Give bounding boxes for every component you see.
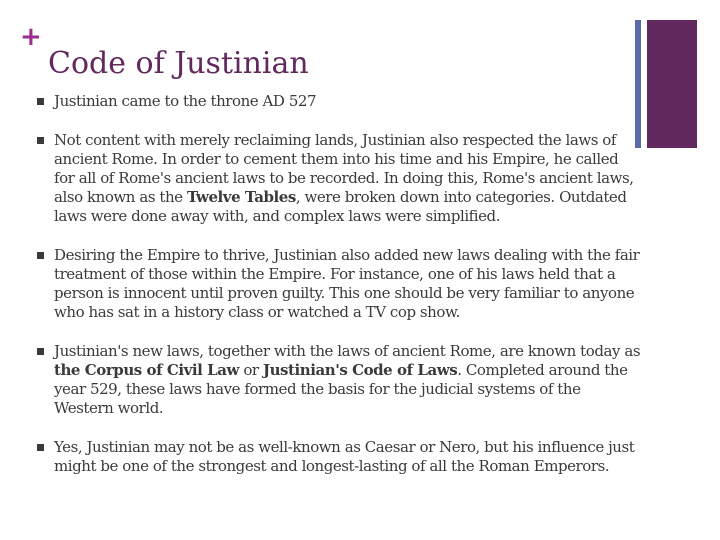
bullet-segment: Not content with merely reclaiming lands, Justinian also respected the laws of ancient Rome. In order to cement them into his time and his Empire, he called for all of Rome's ancient laws to be recorded. In doing this, Rome's ancient laws, also known as the	[54, 131, 634, 206]
bullet-text	[54, 342, 640, 417]
square-bullet-icon	[37, 252, 44, 259]
bullet-text	[54, 246, 639, 321]
bullet-emphasis: Justinian's Code of Laws	[262, 361, 458, 379]
bullet-segment: Desiring the Empire to thrive, Justinian also added new laws dealing with the fair treatment of those within the Empire. For instance, one of his laws held that a person is innocent until proven guilty. This one should be very familiar to anyone who has sat in a history class or watched a TV cop show.	[54, 246, 640, 321]
bullet-emphasis: Twelve Tables	[186, 188, 296, 206]
bullet-list	[36, 92, 642, 496]
bullet-item	[36, 342, 642, 418]
bullet-segment: Yes, Justinian may not be as well-known as Caesar or Nero, but his influence just might be one of the strongest and longest-lasting of all the Roman Emperors.	[54, 438, 635, 475]
bullet-emphasis: the Corpus of Civil Law	[54, 361, 239, 379]
square-bullet-icon	[37, 444, 44, 451]
bullet-item	[36, 246, 642, 322]
bullet-text	[54, 131, 634, 225]
bullet-text	[54, 92, 316, 110]
slide-title: Code of Justinian	[48, 46, 309, 81]
bullet-segment: Justinian came to the throne AD 527	[54, 92, 317, 110]
bullet-item	[36, 92, 642, 111]
bullet-item	[36, 131, 642, 226]
accent-bar-purple	[647, 20, 697, 148]
square-bullet-icon	[37, 137, 44, 144]
bullet-segment: , were broken down into categories. Outdated laws were done away with, and complex laws were simplified.	[54, 188, 627, 225]
square-bullet-icon	[37, 98, 44, 105]
bullet-segment: Justinian's new laws, together with the laws of ancient Rome, are known today as	[54, 342, 641, 360]
bullet-item	[36, 438, 642, 476]
bullet-text	[54, 438, 634, 475]
square-bullet-icon	[37, 348, 44, 355]
plus-mark-icon: +	[20, 22, 42, 52]
bullet-segment: . Completed around the year 529, these laws have formed the basis for the judicial systems of the Western world.	[54, 361, 628, 417]
bullet-segment: or	[239, 361, 263, 379]
